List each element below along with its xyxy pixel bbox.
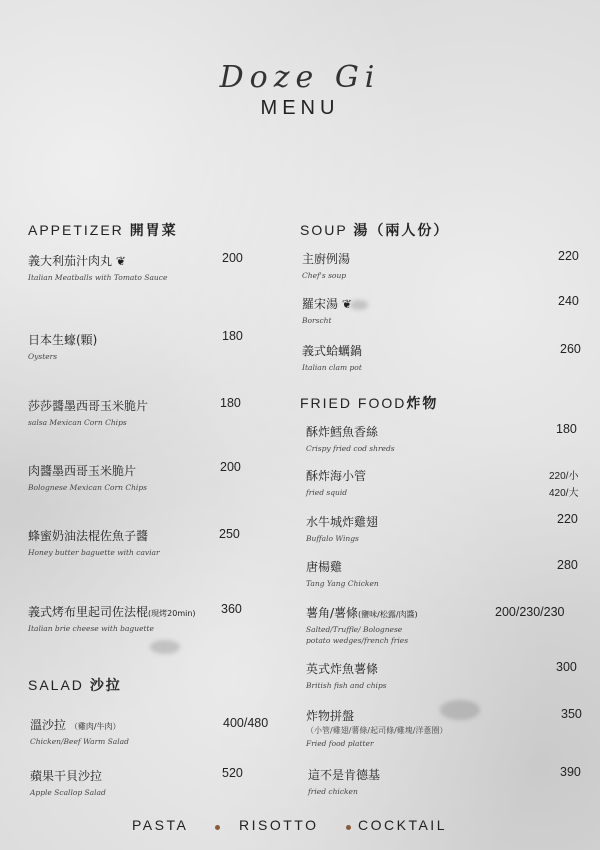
item-description: Crispy fried cod shreds bbox=[306, 444, 395, 453]
menu-header bbox=[0, 60, 600, 120]
item-description: Borscht bbox=[302, 316, 332, 325]
item-description: Tang Yang Chicken bbox=[306, 579, 379, 588]
item-price: 360 bbox=[221, 602, 242, 616]
item-name: 蘋果干貝沙拉 bbox=[30, 769, 103, 783]
item-description: Bolognese Mexican Corn Chips bbox=[28, 483, 147, 492]
menu-item bbox=[306, 423, 506, 455]
item-name: 薯角/薯條(鹽味/松露/肉醬) bbox=[306, 606, 418, 620]
menu-item bbox=[302, 342, 502, 374]
item-description: Apple Scallop Salad bbox=[30, 788, 106, 797]
borscht-icon: ❦ bbox=[341, 297, 352, 311]
item-name: 主廚例湯 bbox=[302, 252, 351, 266]
item-description: Honey butter baguette with caviar bbox=[28, 548, 160, 557]
item-description: Italian clam pot bbox=[302, 363, 362, 372]
item-description: Italian brie cheese with baguette bbox=[28, 624, 154, 633]
item-price: 200 bbox=[222, 251, 243, 265]
item-price: 250 bbox=[219, 527, 240, 541]
menu-item bbox=[30, 716, 215, 748]
item-name: 英式炸魚薯條 bbox=[306, 662, 379, 676]
item-description: Salted/Truffle/ Bolognese potato wedges/french fries bbox=[306, 625, 409, 645]
footer-risotto: RISOTTO bbox=[239, 817, 319, 833]
menu-item bbox=[28, 397, 218, 429]
separator-dot bbox=[215, 825, 220, 830]
menu-item bbox=[28, 527, 193, 559]
menu-item bbox=[306, 604, 496, 647]
item-price: 200 bbox=[220, 460, 241, 474]
item-name: 義式烤布里起司佐法棍(現烤20min) bbox=[28, 605, 196, 619]
item-description: Chicken/Beef Warm Salad bbox=[30, 737, 129, 746]
item-price: 400/480 bbox=[223, 716, 269, 730]
item-price: 350 bbox=[561, 707, 582, 721]
item-price: 220 bbox=[558, 249, 579, 263]
item-description: Oysters bbox=[28, 352, 58, 361]
item-description: British fish and chips bbox=[306, 681, 387, 690]
menu-item bbox=[28, 603, 213, 635]
section-title-salad: SALAD 沙拉 bbox=[28, 677, 122, 694]
menu-item bbox=[306, 660, 506, 692]
footer-pasta: PASTA bbox=[132, 817, 189, 833]
section-title-fried-food: FRIED FOOD炸物 bbox=[300, 395, 439, 412]
meatball-icon: ❦ bbox=[115, 254, 126, 268]
item-price: 220 bbox=[557, 512, 578, 526]
item-name: 肉醬墨西哥玉米脆片 bbox=[28, 464, 137, 478]
item-price: 200/230/230 bbox=[495, 605, 565, 619]
menu-item bbox=[302, 295, 502, 327]
section-title-soup: SOUP 湯（兩人份） bbox=[300, 222, 450, 239]
page-title: MENU bbox=[260, 97, 340, 119]
item-price: 300 bbox=[556, 660, 577, 674]
menu-item bbox=[302, 250, 502, 282]
item-name: 義大利茄汁肉丸 ❦ bbox=[28, 254, 126, 268]
item-price: 390 bbox=[560, 765, 581, 779]
footer-cocktail: COCKTAIL bbox=[358, 817, 447, 833]
item-price-large: 420/大 bbox=[549, 488, 579, 499]
menu-item bbox=[28, 462, 218, 494]
item-description: fried chicken bbox=[308, 787, 358, 796]
menu-item bbox=[306, 558, 506, 590]
item-description: salsa Mexican Corn Chips bbox=[28, 418, 127, 427]
item-name: 羅宋湯 ❦ bbox=[302, 297, 352, 311]
section-title-appetizer: APPETIZER 開胃菜 bbox=[28, 222, 178, 239]
item-name: 酥炸海小管 bbox=[306, 469, 367, 483]
menu-item bbox=[28, 331, 208, 363]
item-price: 240 bbox=[558, 294, 579, 308]
brand-logo: Doze Gi bbox=[219, 60, 381, 95]
item-price: 260 bbox=[560, 342, 581, 356]
menu-item bbox=[30, 767, 215, 799]
menu-item bbox=[306, 513, 506, 545]
item-note: (現烤20min) bbox=[148, 609, 196, 618]
item-name: 酥炸鱈魚香絲 bbox=[306, 425, 379, 439]
item-price: 280 bbox=[557, 558, 578, 572]
item-price: 180 bbox=[222, 329, 243, 343]
item-description: Buffalo Wings bbox=[306, 534, 359, 543]
item-name: 水牛城炸雞翅 bbox=[306, 515, 379, 529]
item-name: 日本生蠔(顆) bbox=[28, 333, 98, 347]
item-name: 蜂蜜奶油法棍佐魚子醬 bbox=[28, 529, 149, 543]
item-price: 180 bbox=[556, 422, 577, 436]
item-description: Chef's soup bbox=[302, 271, 347, 280]
texture-smudge bbox=[150, 640, 180, 654]
menu-item bbox=[28, 252, 208, 284]
menu-item bbox=[306, 467, 506, 499]
item-description: Italian Meatballs with Tomato Sauce bbox=[28, 273, 168, 282]
item-description: fried squid bbox=[306, 488, 348, 497]
item-name: 唐楊雞 bbox=[306, 560, 343, 574]
item-price: 180 bbox=[220, 396, 241, 410]
item-name: 溫沙拉 （雞肉/牛肉） bbox=[30, 718, 121, 732]
item-name: 這不是肯德基 bbox=[308, 768, 381, 782]
item-name: 炸物拼盤 bbox=[306, 709, 355, 723]
menu-item bbox=[306, 707, 506, 749]
item-note: （小管/雞翅/薯條/起司條/雞塊/洋蔥圈） bbox=[306, 726, 448, 735]
item-description: Fried food platter bbox=[306, 738, 374, 748]
item-note: (鹽味/松露/肉醬) bbox=[358, 610, 418, 619]
item-name: 莎莎醬墨西哥玉米脆片 bbox=[28, 399, 149, 413]
item-note: （雞肉/牛肉） bbox=[69, 722, 121, 731]
separator-dot bbox=[346, 825, 351, 830]
menu-item bbox=[308, 766, 508, 798]
item-name: 義式蛤蠣鍋 bbox=[302, 344, 363, 358]
item-price: 520 bbox=[222, 766, 243, 780]
item-price-small: 220/小 bbox=[549, 471, 579, 482]
